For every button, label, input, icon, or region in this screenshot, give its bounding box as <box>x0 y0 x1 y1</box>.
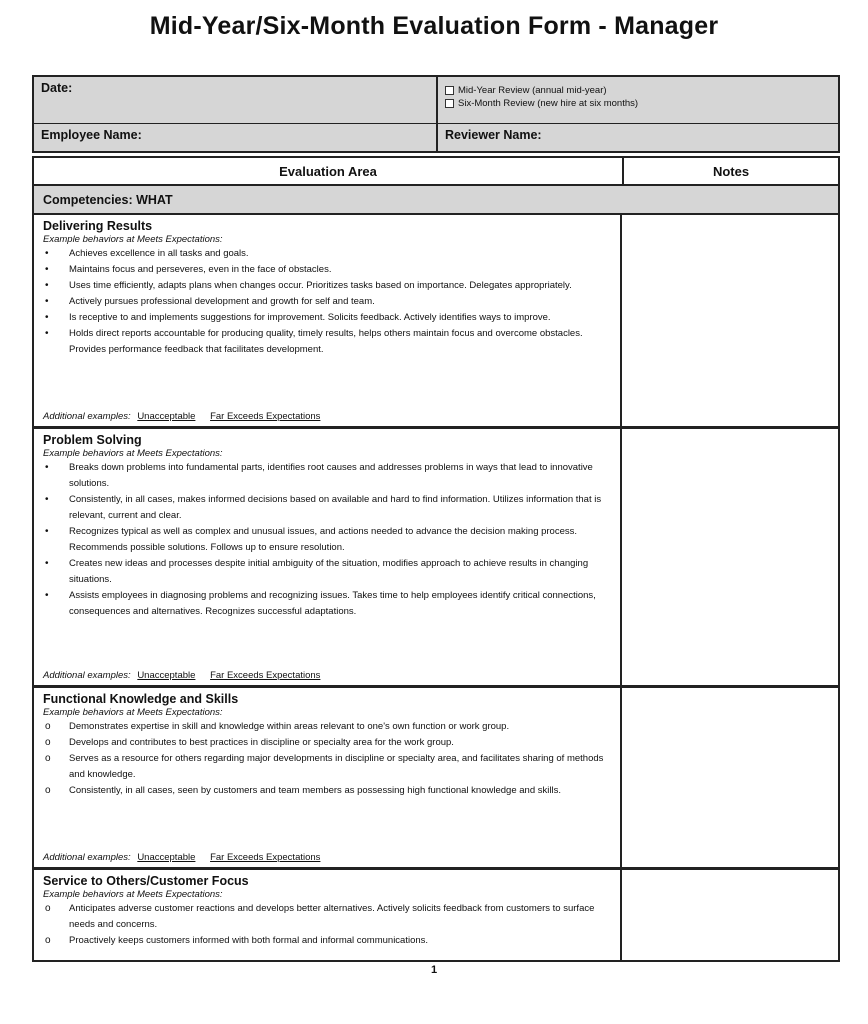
notes-header: Notes <box>712 163 750 179</box>
checkbox-icon[interactable] <box>445 99 454 108</box>
review-option-six-month[interactable] <box>445 97 831 110</box>
behavior-list <box>43 719 612 799</box>
additional-examples: Additional examples: Unacceptable Far Exceeds Expectations <box>43 670 321 681</box>
list-item: o Serves as a resource for others regarding major developments in discipline or specialty area, and facilitates sharing of methods and knowledge. <box>45 753 604 780</box>
list-item: o Anticipates adverse customer reactions and develops better alternatives. Actively solicits feedback from customers to surface needs and concerns. <box>45 903 595 930</box>
section-title: Delivering Results <box>43 219 153 233</box>
section-title: Problem Solving <box>43 433 142 447</box>
names-row <box>32 123 840 153</box>
unacceptable-link[interactable]: Unacceptable <box>137 852 196 863</box>
list-item: • Is receptive to and implements suggestions for improvement. Solicits feedback. Actively identifies ways to improve. <box>45 312 551 323</box>
additional-examples: Additional examples: Unacceptable Far Exceeds Expectations <box>43 852 321 863</box>
far-exceeds-link[interactable]: Far Exceeds Expectations <box>210 670 321 681</box>
list-item: • Consistently, in all cases, makes informed decisions based on available and hard to find information. Utilizes information that is relevant, current and clear. <box>45 494 602 521</box>
review-type-options <box>438 77 838 123</box>
employee-name-label: Employee Name: <box>41 128 142 142</box>
notes-cell[interactable] <box>622 870 838 960</box>
notes-cell[interactable] <box>622 688 838 867</box>
list-item: • Maintains focus and perseveres, even in the face of obstacles. <box>45 264 332 275</box>
list-item: • Breaks down problems into fundamental parts, identifies root causes and addresses problems in ways that lead to innovative solutions. <box>45 462 593 489</box>
section-functional-knowledge <box>32 687 840 869</box>
section-subtitle: Example behaviors at Meets Expectations: <box>43 234 223 245</box>
list-item: • Achieves excellence in all tasks and goals. <box>45 248 249 259</box>
section-delivering-results <box>32 213 840 428</box>
section-body <box>34 870 622 960</box>
list-item: o Proactively keeps customers informed with both formal and informal communications. <box>45 935 429 946</box>
reviewer-name-label: Reviewer Name: <box>445 128 542 142</box>
behavior-list <box>43 460 612 620</box>
list-item: • Uses time efficiently, adapts plans when changes occur. Prioritizes tasks based on importance. Delegates appropriately. <box>45 280 572 291</box>
behavior-list <box>43 246 612 358</box>
section-body <box>34 215 622 426</box>
section-subtitle: Example behaviors at Meets Expectations: <box>43 889 223 900</box>
column-headers <box>32 156 840 186</box>
form-title: Mid-Year/Six-Month Evaluation Form - Manager <box>149 12 719 40</box>
section-service-to-others <box>32 869 840 962</box>
far-exceeds-link[interactable]: Far Exceeds Expectations <box>210 411 321 422</box>
checkbox-icon[interactable] <box>445 86 454 95</box>
list-item: o Demonstrates expertise in skill and knowledge within areas relevant to one's own function or work group. <box>45 721 510 732</box>
section-body <box>34 429 622 685</box>
section-subtitle: Example behaviors at Meets Expectations: <box>43 707 223 718</box>
list-item: o Consistently, in all cases, seen by customers and team members as possessing high functional knowledge and skills. <box>45 785 561 796</box>
list-item: • Assists employees in diagnosing problems and recognizing issues. Takes time to help employees identify critical connections, consequences and alternatives. Recognizes successful adaptations. <box>45 590 596 617</box>
far-exceeds-link[interactable]: Far Exceeds Expectations <box>210 852 321 863</box>
unacceptable-link[interactable]: Unacceptable <box>137 411 196 422</box>
list-item: • Actively pursues professional development and growth for self and team. <box>45 296 375 307</box>
competencies-row: Competencies: WHAT <box>32 186 840 213</box>
date-row <box>32 75 840 123</box>
date-field[interactable] <box>34 77 438 123</box>
review-option-mid-year[interactable] <box>445 84 831 97</box>
evaluation-area-header: Evaluation Area <box>34 158 624 184</box>
behavior-list <box>43 901 612 949</box>
unacceptable-link[interactable]: Unacceptable <box>137 670 196 681</box>
list-item: • Holds direct reports accountable for producing quality, timely results, helps others maintain focus and overcome obstacles. Provides performance feedback that facilitates development. <box>45 328 583 355</box>
review-option-label: Six-Month Review (new hire at six months) <box>458 98 639 109</box>
review-option-label: Mid-Year Review (annual mid-year) <box>458 85 607 96</box>
list-item: o Develops and contributes to best practices in discipline or specialty area for the work group. <box>45 737 454 748</box>
page-number: 1 <box>430 964 438 976</box>
additional-examples: Additional examples: Unacceptable Far Exceeds Expectations <box>43 411 321 422</box>
evaluation-form <box>32 75 840 962</box>
notes-cell[interactable] <box>622 215 838 426</box>
reviewer-name-field[interactable] <box>438 124 838 151</box>
notes-cell[interactable] <box>622 429 838 685</box>
list-item: • Creates new ideas and processes despite initial ambiguity of the situation, modifies approach to achieve results in changing situations. <box>45 558 589 585</box>
list-item: • Recognizes typical as well as complex and unusual issues, and actions needed to advance the decision making process. Recommends possible solutions. Follows up to ensure resolution. <box>45 526 578 553</box>
section-body <box>34 688 622 867</box>
employee-name-field[interactable] <box>34 124 438 151</box>
section-title: Functional Knowledge and Skills <box>43 692 239 706</box>
section-title: Service to Others/Customer Focus <box>43 874 249 888</box>
section-subtitle: Example behaviors at Meets Expectations: <box>43 448 223 459</box>
section-problem-solving <box>32 428 840 687</box>
date-label: Date: <box>41 81 73 95</box>
